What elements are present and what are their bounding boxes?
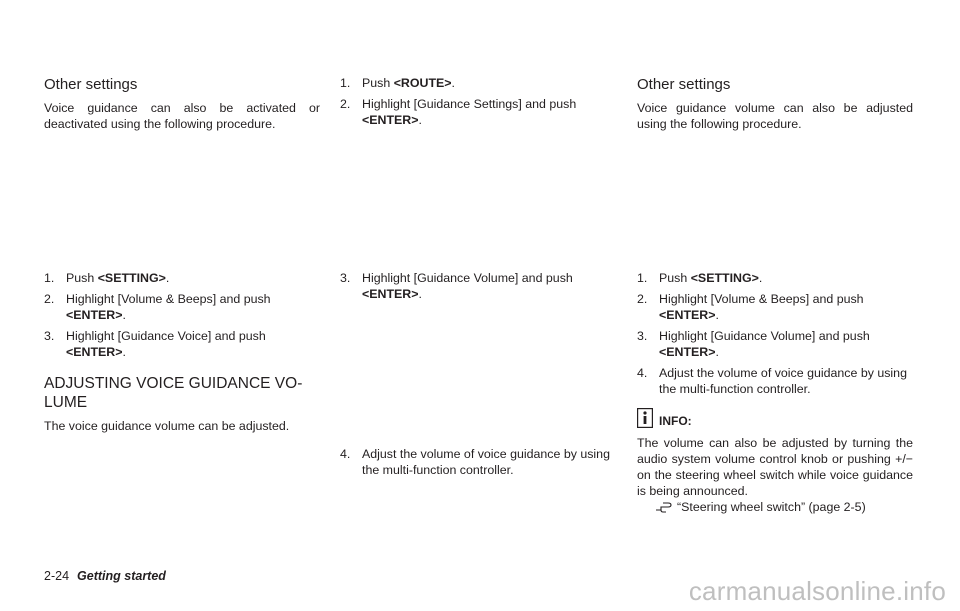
column-3-steps <box>637 270 913 515</box>
chapter-title: Getting started <box>77 569 166 583</box>
section-heading-other-settings: Other settings <box>637 76 731 93</box>
page-number: 2-24 <box>44 569 70 583</box>
section-heading-adjusting-volume: ADJUSTING VOICE GUIDANCE VO-LUME <box>44 375 303 411</box>
step-item: 4. Adjust the volume of voice guidance by using the multi-function controller. <box>637 366 907 396</box>
step-item: 2. Highlight [Volume & Beeps] and push <ENTER>. <box>637 292 864 322</box>
body-text: Voice guidance can also be activated or deactivated using the following procedure. <box>44 101 320 131</box>
step-item: 3. Highlight [Guidance Volume] and push <ENTER>. <box>637 329 870 359</box>
column-2-mid <box>340 270 616 307</box>
section-heading-other-settings: Other settings <box>44 76 138 93</box>
info-label: INFO: <box>659 414 692 428</box>
step-item: 4. Adjust the volume of voice guidance by using the multi-function controller. <box>340 447 610 477</box>
column-1-steps <box>44 270 320 434</box>
step-item: 1. Push <ROUTE>. <box>340 76 455 90</box>
step-item: 2. Highlight [Guidance Settings] and push <ENTER>. <box>340 97 577 127</box>
step-item: 3. Highlight [Guidance Volume] and push <ENTER>. <box>340 271 573 301</box>
column-2-bottom <box>340 446 616 483</box>
column-1 <box>44 75 320 132</box>
body-text: The voice guidance volume can be adjusted. <box>44 419 290 433</box>
step-item: 1. Push <SETTING>. <box>44 271 170 285</box>
info-text: The volume can also be adjusted by turning the audio system volume control knob or pushing +/− on the steering wheel switch while voice guidance is being announced. <box>637 436 913 498</box>
reference-text: “Steering wheel switch” (page 2-5) <box>677 500 866 514</box>
reference-pointer-icon <box>655 501 673 513</box>
watermark: carmanualsonline.info <box>688 576 946 606</box>
info-header <box>637 407 913 429</box>
page-footer <box>44 569 166 583</box>
info-icon <box>637 408 653 428</box>
column-3-top <box>637 75 913 132</box>
page-reference[interactable] <box>637 499 913 515</box>
body-text: Voice guidance volume can also be adjusted using the following procedure. <box>637 101 913 131</box>
step-item: 1. Push <SETTING>. <box>637 271 763 285</box>
step-item: 3. Highlight [Guidance Voice] and push <ENTER>. <box>44 329 266 359</box>
column-2-top <box>340 75 616 133</box>
step-item: 2. Highlight [Volume & Beeps] and push <ENTER>. <box>44 292 271 322</box>
